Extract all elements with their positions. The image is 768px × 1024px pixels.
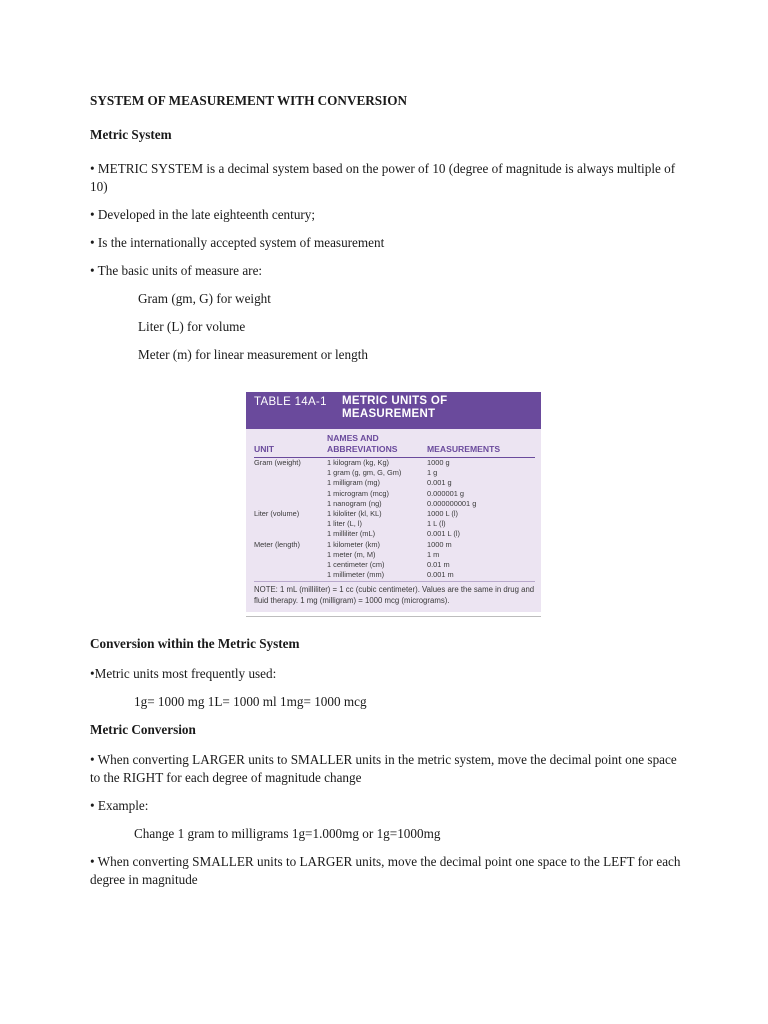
table-cell-name: 1 milligram (mg) (327, 478, 380, 488)
metric-units-table-figure (246, 392, 541, 617)
table-cell-unit (254, 519, 327, 529)
table-cell-name: 1 nanogram (ng) (327, 498, 382, 508)
table-cell-measurement: 1 L (l) (427, 519, 446, 529)
column-header-unit: UNIT (254, 444, 275, 454)
table-cell-measurement: 0.01 m (427, 560, 450, 570)
table-row (254, 570, 535, 580)
table-cell-measurement: 0.000001 g (427, 488, 464, 498)
table-cell-name: 1 kiloliter (kl, KL) (327, 509, 382, 519)
table-cell-name: 1 centimeter (cm) (327, 560, 385, 570)
table-column-headers (254, 433, 535, 458)
table-row (254, 519, 535, 529)
table-cell-name: 1 gram (g, gm, G, Gm) (327, 468, 402, 478)
bullet-smaller-to-larger: • When converting SMALLER units to LARGER units, move the decimal point one space to the LEFT for each degree in magnitude (90, 854, 681, 888)
table-cell-unit (254, 570, 327, 580)
table-row (254, 458, 535, 468)
frequent-units-values: 1g= 1000 mg 1L= 1000 ml 1mg= 1000 mcg (134, 694, 367, 710)
table-cell-name: 1 kilogram (kg, Kg) (327, 458, 390, 467)
table-cell-unit (254, 499, 327, 509)
table-cell-unit: Meter (length) (254, 539, 301, 549)
unit-meter: Meter (m) for linear measurement or length (138, 347, 368, 362)
bullet-developed: • Developed in the late eighteenth century; (90, 207, 316, 222)
table-row (254, 489, 535, 499)
table-note: NOTE: 1 mL (milliliter) = 1 cc (cubic centimeter). Values are the same in drug and fluid therapy. 1 mg (milligram) = 1000 mcg (micrograms). (254, 581, 535, 608)
bullet-decimal-system: • METRIC SYSTEM is a decimal system based on the power of 10 (degree of magnitude is always multiple of 10) (90, 161, 676, 194)
table-cell-unit (254, 550, 327, 560)
table-cell-name: 1 microgram (mcg) (327, 488, 390, 498)
table-row (254, 468, 535, 478)
column-header-names (327, 433, 427, 455)
table-cell-unit (254, 489, 327, 499)
table-cell-name: 1 meter (m, M) (327, 549, 376, 559)
table-row (254, 529, 535, 539)
bullet-internationally-accepted: • Is the internationally accepted system of measurement (90, 235, 385, 250)
table-title (342, 395, 447, 421)
table-cell-unit (254, 529, 327, 539)
unit-gram: Gram (gm, G) for weight (138, 291, 271, 306)
bullet-basic-units: • The basic units of measure are: (90, 263, 263, 278)
table-cell-unit (254, 468, 327, 478)
table-cell-measurement: 0.001 m (427, 570, 454, 580)
column-header-measurements: MEASUREMENTS (427, 444, 501, 454)
table-cell-name: 1 millimeter (mm) (327, 570, 385, 580)
table-row (254, 499, 535, 509)
table-row (254, 509, 535, 519)
table-cell-name: 1 kilometer (km) (327, 539, 380, 549)
table-title-line2: MEASUREMENT (342, 408, 436, 420)
table-rows (254, 458, 535, 580)
table-cell-measurement: 0.000000001 g (427, 498, 477, 508)
table-cell-measurement: 0.001 L (l) (427, 529, 461, 539)
table-cell-measurement: 1 m (427, 549, 440, 559)
unit-liter: Liter (L) for volume (138, 319, 246, 334)
table-row (254, 560, 535, 570)
example-gram-to-milligram: Change 1 gram to milligrams 1g=1.000mg or 1g=1000mg (134, 826, 441, 842)
bullet-larger-to-smaller: • When converting LARGER units to SMALLER units in the metric system, move the decimal point one space to the RIGHT for each degree of magnitude change (90, 752, 677, 786)
table-cell-name: 1 liter (L, l) (327, 519, 362, 529)
section-heading-metric-conversion: Metric Conversion (90, 722, 196, 738)
table-cell-unit (254, 560, 327, 570)
table-header-bar (246, 392, 541, 429)
table-row (254, 550, 535, 560)
frequent-units-line: •Metric units most frequently used: (90, 666, 277, 682)
table-cell-measurement: 1000 g (427, 458, 450, 467)
table-cell-unit: Gram (weight) (254, 458, 301, 467)
bullet-example: • Example: (90, 798, 149, 814)
table-cell-measurement: 1000 L (l) (427, 509, 458, 519)
table-cell-measurement: 1 g (427, 468, 438, 478)
table-row (254, 478, 535, 488)
section-heading-conversion-within: Conversion within the Metric System (90, 636, 300, 652)
table-body (246, 429, 541, 612)
table-title-line1: METRIC UNITS OF (342, 395, 448, 407)
table-number: TABLE 14A-1 (254, 396, 327, 408)
table-row (254, 540, 535, 550)
column-header-names-line1: NAMES AND (327, 433, 379, 443)
document-page (90, 92, 690, 899)
document-title: SYSTEM OF MEASUREMENT WITH CONVERSION (90, 93, 408, 108)
section-heading-metric-system: Metric System (90, 127, 172, 142)
table-cell-unit (254, 478, 327, 488)
table-cell-measurement: 0.001 g (427, 478, 452, 488)
column-header-names-line2: ABBREVIATIONS (327, 444, 398, 454)
table-cell-unit: Liter (volume) (254, 509, 300, 519)
table-cell-measurement: 1000 m (427, 539, 452, 549)
table-cell-name: 1 milliliter (mL) (327, 529, 376, 539)
